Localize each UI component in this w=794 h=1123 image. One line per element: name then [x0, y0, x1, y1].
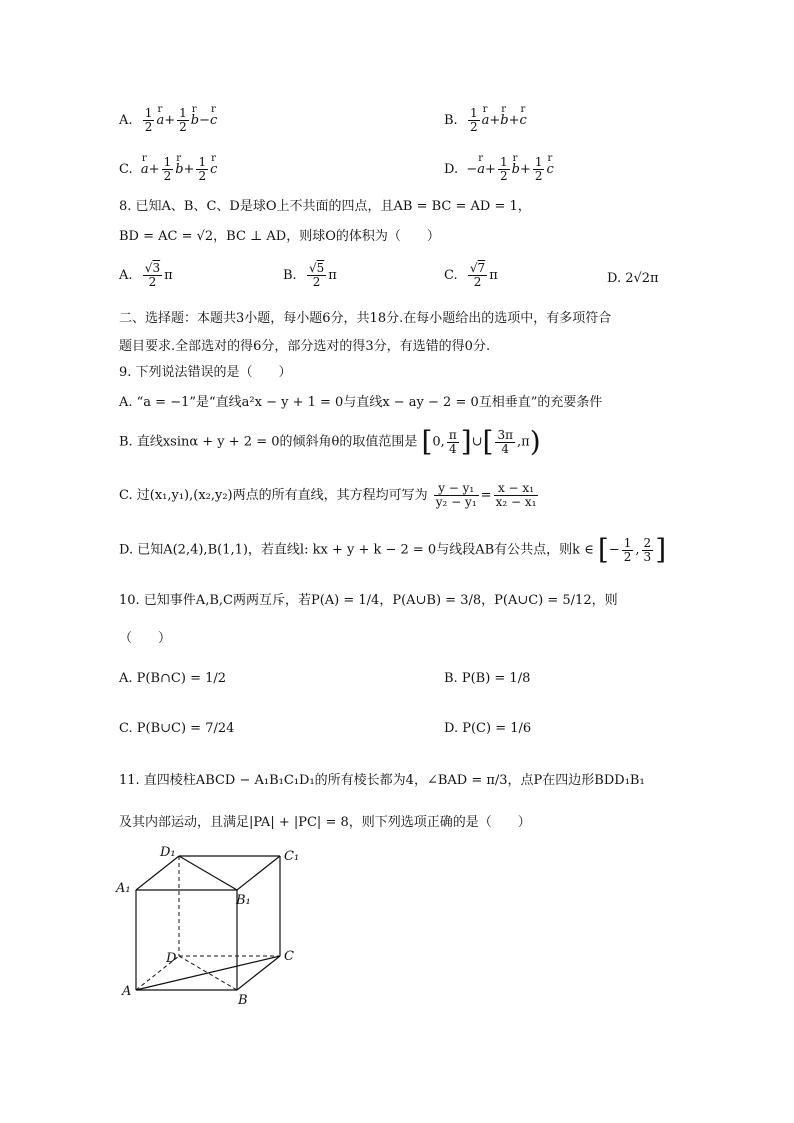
q9-option-d: D. 已知A(2,4),B(1,1)，若直线l: kx + y + k − 2 = 0与线段AB有公共点，则k ∈ [− $\frac{1}{2}$ , $\frac{2}{3}$ ]: [119, 533, 667, 566]
q7-option-a: A. $\frac{1}{2}$ r a+ $\frac{1}{2}$ r b−r c: [119, 107, 217, 134]
q8-option-d: D. 2√2π: [607, 271, 659, 286]
q7-option-b: B. $\frac{1}{2}$ r a+r b+r c: [444, 107, 527, 134]
q9-stem: 9. 下列说法错误的是（ ）: [119, 365, 292, 380]
label-b: B: [238, 993, 248, 1008]
q9-option-a: A. “a = −1”是“直线a²x − y + 1 = 0与直线x − ay − 2 = 0互相垂直”的充要条件: [119, 395, 603, 410]
label-a1: A₁: [116, 881, 131, 896]
q7-option-c: C. r a+ $\frac{1}{2}$ r b+ $\frac{1}{2}$ r c: [119, 156, 217, 183]
q10-option-b: B. P(B) = 1/8: [444, 671, 531, 686]
q10-option-d: D. P(C) = 1/6: [444, 721, 532, 736]
q10-paren: （ ）: [119, 631, 172, 646]
label-a: A: [122, 984, 132, 999]
section2-instructions-line2: 题目要求.全部选对的得6分，部分选对的得3分，有选错的得0分.: [119, 339, 491, 354]
section2-instructions-line1: 二、选择题：本题共3小题，每小题6分，共18分.在每小题给出的选项中，有多项符合: [119, 311, 612, 326]
q10-option-c: C. P(B∪C) = 7/24: [119, 721, 235, 736]
q9-option-c: C. 过(x₁,y₁),(x₂,y₂)两点的所有直线，其方程均可写为 $\frac{\text{y − y₁}}{\text{y₂ − y₁}}$ = $\frac{\text{x − x₁}}{\text{x₂ − x₁}}$: [119, 481, 537, 509]
q11-stem-line2: 及其内部运动，且满足|PA| + |PC| = 8，则下列选项正确的是（ ）: [119, 815, 531, 830]
q10-stem: 10. 已知事件A,B,C两两互斥，若P(A) = 1/4，P(A∪B) = 3/8，P(A∪C) = 5/12，则: [119, 593, 618, 608]
prism-figure: [110, 838, 330, 1008]
q10-option-a: A. P(B∩C) = 1/2: [119, 671, 227, 686]
label-b1: B₁: [236, 893, 251, 908]
q9-option-b: B. 直线xsinα + y + 2 = 0的倾斜角θ的取值范围是 [0, $\frac{\pi}{4}$ ]∪[ $\frac{3\pi}{4}$ ,π): [119, 425, 541, 458]
label-c1: C₁: [284, 849, 300, 864]
q8-stem-line1: 8. 已知A、B、C、D是球O上不共面的四点，且AB = BC = AD = 1，: [119, 199, 531, 214]
label-d: D: [166, 951, 177, 966]
edge-a1-d1: [136, 856, 179, 890]
q11-stem-line1: 11. 直四棱柱ABCD − A₁B₁C₁D₁的所有棱长都为4，∠BAD = π/3，点P在四边形BDD₁B₁: [119, 773, 645, 788]
q8-stem-line2: BD = AC = √2，BC ⊥ AD，则球O的体积为（ ）: [119, 229, 440, 244]
q8-option-a: A. $\frac{√3}{2}$ π: [119, 261, 173, 289]
q8-option-c: C. $\frac{√7}{2}$ π: [444, 261, 498, 289]
q8-option-b: B. $\frac{√5}{2}$ π: [283, 261, 337, 289]
q7-option-d: D. −r a+ $\frac{1}{2}$ r b+ $\frac{1}{2}$ r c: [444, 156, 554, 183]
edge-b1-c1: [237, 856, 280, 890]
label-c: C: [284, 949, 294, 964]
q8-option-d-value: 2√2π: [625, 271, 659, 286]
label-d1: D₁: [160, 845, 176, 860]
edge-d1-b1: [179, 856, 237, 890]
